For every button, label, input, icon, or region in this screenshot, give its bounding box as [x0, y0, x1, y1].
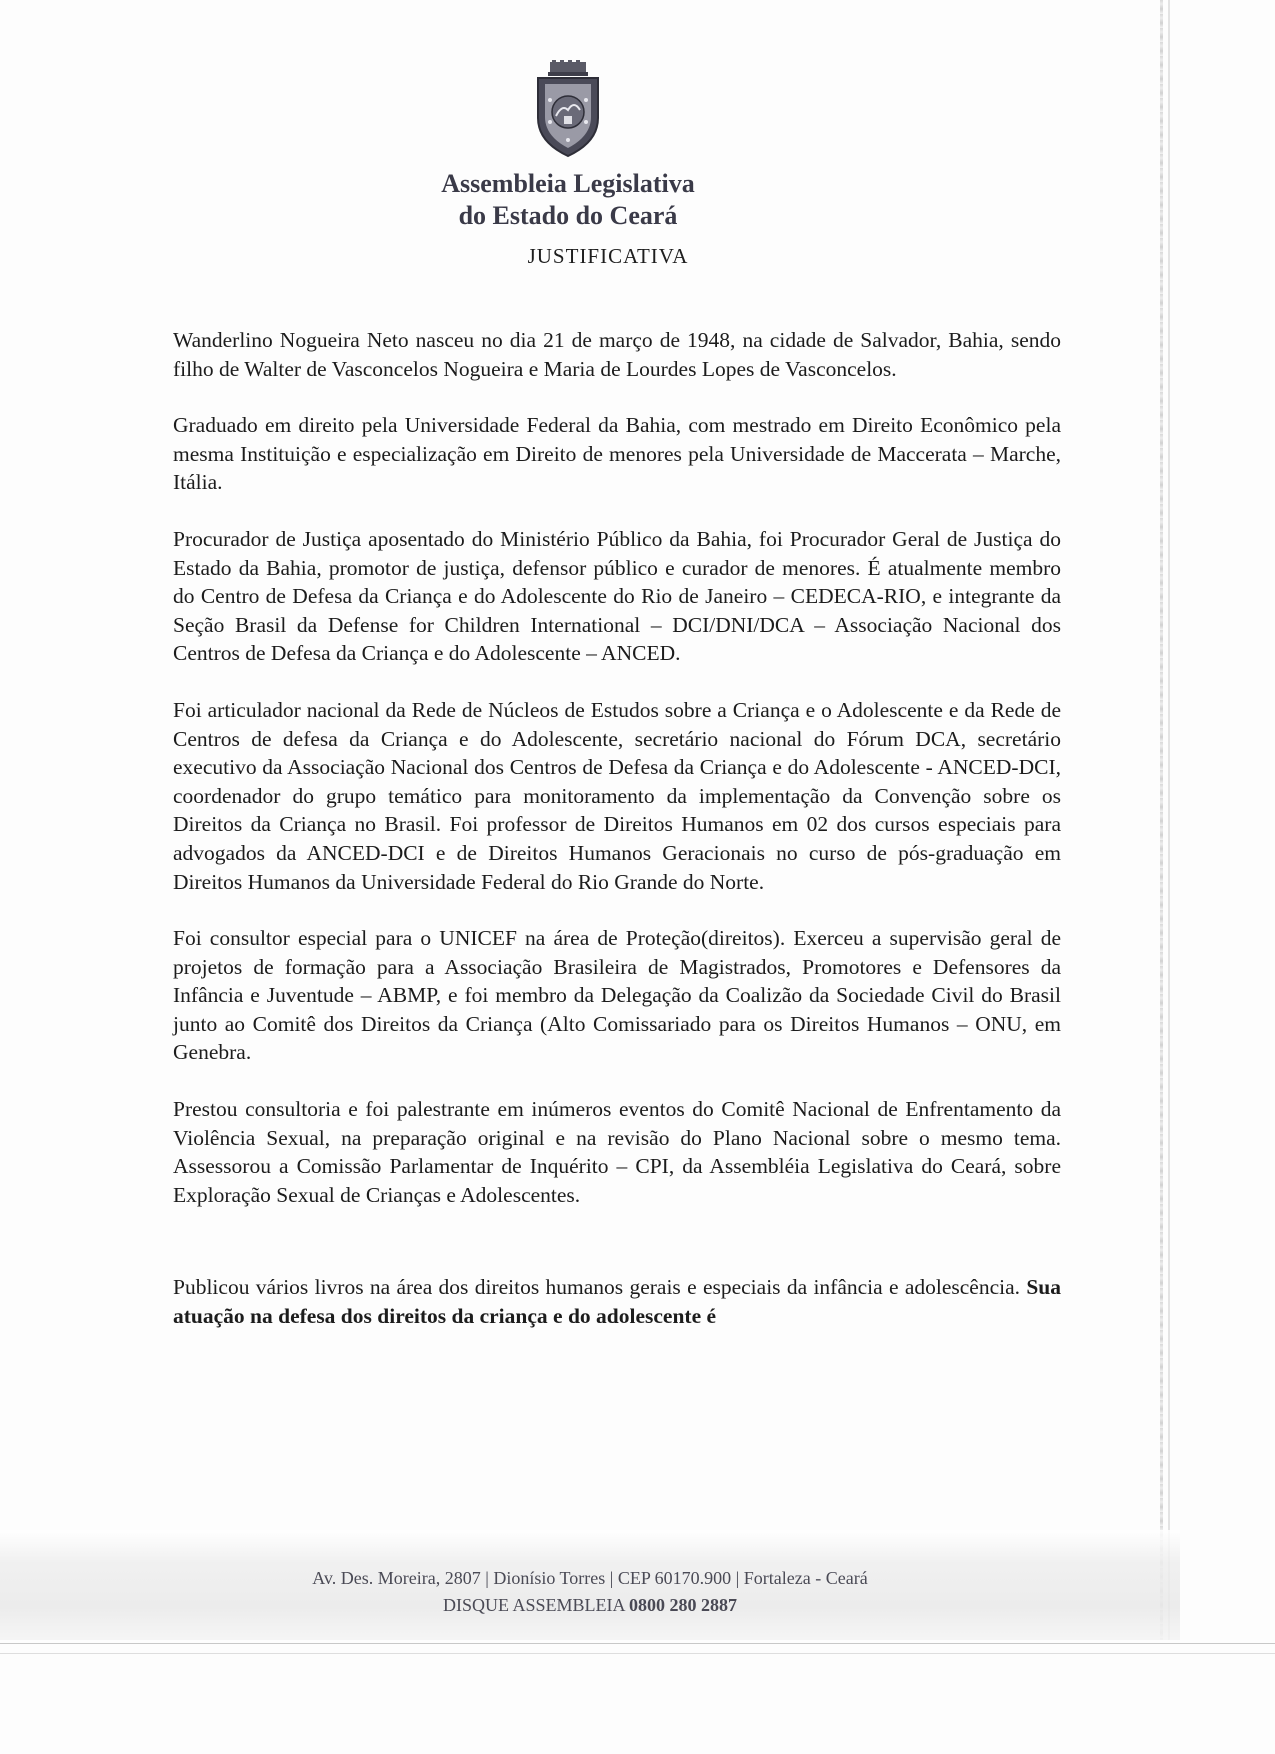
organization-name-line2: do Estado do Ceará: [458, 201, 678, 230]
paragraph-consultant: Foi consultor especial para o UNICEF na área de Proteção(direitos). Exerceu a supervisão geral de projetos de formação para a Associação Brasileira de Magistrados, Promotores e Defensores da Infância e Juventude – ABMP, e foi membro da Delegação da Coalizão da Sociedade Civil do Brasil junto ao Comitê dos Direitos da Criança (Alto Comissariado para os Direitos Humanos – ONU, em Genebra.: [173, 926, 1061, 1065]
hotline-label: DISQUE ASSEMBLEIA: [442, 1595, 625, 1615]
paragraph-education: Graduado em direito pela Universidade Federal da Bahia, com mestrado em Direito Econômico pela mesma Instituição e especialização em Direito de menores pela Universidade de Maccerata – Marche, Itália.: [173, 413, 1061, 495]
organization-name-line1: Assembleia Legislativa: [441, 169, 695, 198]
paragraph-publications: [173, 1273, 1061, 1330]
paragraph-birth: Wanderlino Nogueira Neto nasceu no dia 21 de março de 1948, na cidade de Salvador, Bahia, sendo filho de Walter de Vasconcelos Nogueira e Maria de Lourdes Lopes de Vasconcelos.: [173, 328, 1061, 381]
footer-address: Av. Des. Moreira, 2807 | Dionísio Torres | CEP 60170.900 | Fortaleza - Ceará: [312, 1568, 868, 1588]
scan-bottom-line-secondary: [0, 1653, 1275, 1654]
hotline-number: 0800 280 2887: [629, 1595, 738, 1615]
document-body: [173, 326, 1061, 1359]
organization-name: [380, 168, 756, 232]
paragraph-career: Procurador de Justiça aposentado do Ministério Público da Bahia, foi Procurador Geral de Justiça do Estado da Bahia, promotor de justiça, defensor público e curador de menores. É atualmente membro do Centro de Defesa da Criança e do Adolescente do Rio de Janeiro – CEDECA-RIO, e integrante da Seção Brasil da Defense for Children International – DCI/DNI/DCA – Associação Nacional dos Centros de Defesa da Criança e do Adolescente – ANCED.: [173, 526, 1061, 666]
paragraph-articulator: Foi articulador nacional da Rede de Núcleos de Estudos sobre a Criança e o Adolescente e da Rede de Centros de defesa da Criança e do Adolescente, secretário nacional do Fórum DCA, secretário executivo da Associação Nacional dos Centros de Defesa da Criança e do Adolescente - ANCED-DCI, coordenador do grupo temático para monitoramento da implementação da Convenção sobre os Direitos da Criança no Brasil. Foi professor de Direitos Humanos em 02 dos cursos especiais para advogados da ANCED-DCI e de Direitos Humanos Geracionais no curso de pós-graduação em Direitos Humanos da Universidade Federal do Rio Grande do Norte.: [173, 697, 1061, 894]
scan-bottom-line: [0, 1643, 1275, 1644]
document-title: JUSTIFICATIVA: [527, 244, 689, 268]
publications-bold-text: Sua atuação na defesa dos direitos da criança e do adolescente é: [173, 1275, 1061, 1329]
scan-edge-shadow: [1160, 0, 1163, 1640]
footer-hotline: [300, 1595, 880, 1616]
scan-edge-shadow-inner: [1168, 0, 1170, 1640]
publications-text: Publicou vários livros na área dos direitos humanos gerais e especiais da infância e adolescência.: [173, 1275, 1027, 1300]
paragraph-consultancy: Prestou consultoria e foi palestrante em inúmeros eventos do Comitê Nacional de Enfrentamento da Violência Sexual, na preparação original e na revisão do Plano Nacional sobre o mesmo tema. Assessorou a Comissão Parlamentar de Inquérito – CPI, da Assembléia Legislativa do Ceará, sobre Exploração Sexual de Crianças e Adolescentes.: [173, 1097, 1061, 1207]
state-coat-of-arms-icon: [528, 60, 608, 160]
